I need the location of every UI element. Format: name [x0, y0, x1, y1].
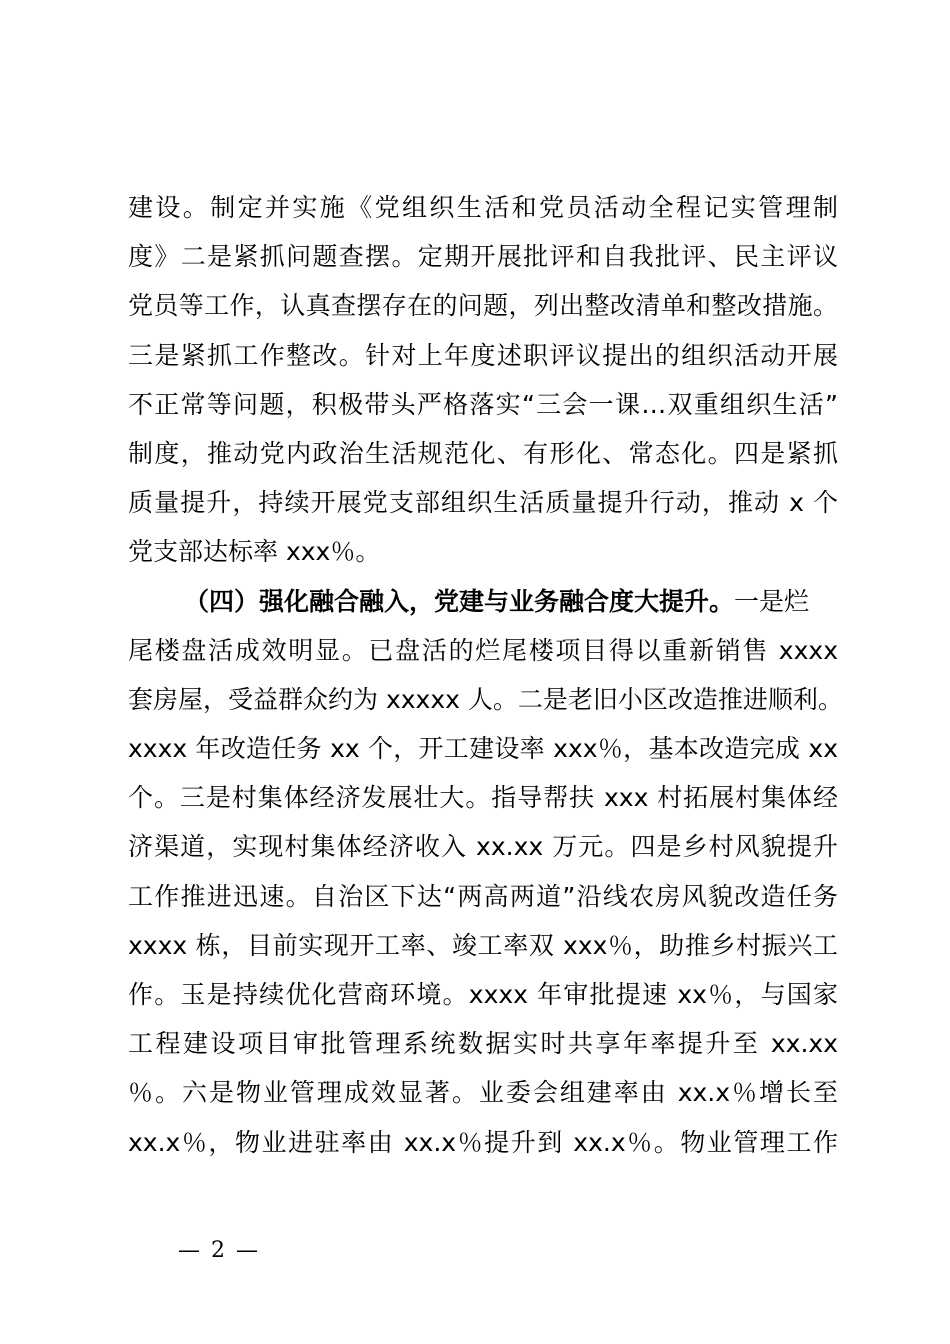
text-line: 制度，推动党内政治生活规范化、有形化、常态化。四是紧抓 — [128, 438, 838, 468]
body-text — [128, 183, 843, 1167]
text-line: 工作推进迅速。自治区下达“两高两道”沿线农房风貌改造任务 — [128, 881, 838, 911]
text-line: xxxx 年改造任务 xx 个，开工建设率 xxx％，基本改造完成 xx — [128, 734, 838, 764]
text-line: 党员等工作，认真查摆存在的问题，列出整改清单和整改措施。 — [128, 291, 838, 321]
text-line: 作。玉是持续优化营商环境。xxxx 年审批提速 xx％，与国家 — [128, 980, 838, 1009]
text-line: 套房屋，受益群众约为 xxxxx 人。二是老旧小区改造推进顺利。 — [128, 684, 843, 714]
text-line: 三是紧抓工作整改。针对上年度述职评议提出的组织活动开展 — [128, 340, 838, 370]
text-line: xxxx 栋，目前实现开工率、竣工率双 xxx％，助推乡村振兴工 — [128, 930, 838, 960]
paragraph-2 — [128, 577, 843, 1167]
text-line: 济渠道，实现村集体经济收入 xx.xx 万元。四是乡村风貌提升 — [128, 832, 838, 862]
text-line: 党支部达标率 xxx％。 — [128, 537, 381, 567]
text-line: 不正常等问题，积极带头严格落实“三会一课…双重组织生活” — [128, 389, 838, 419]
text-line: 度》二是紧抓问题查摆。定期开展批评和自我批评、民主评议 — [128, 242, 838, 272]
text-line: 个。三是村集体经济发展壮大。指导帮扶 xxx 村拓展村集体经 — [128, 783, 838, 813]
paragraph-1 — [128, 183, 838, 577]
text-line: 尾楼盘活成效明显。已盘活的烂尾楼项目得以重新销售 xxxx — [128, 635, 838, 665]
text-line — [128, 577, 838, 626]
heading-line-rest: 一是烂 — [734, 586, 810, 616]
text-line: 工程建设项目审批管理系统数据实时共享年率提升至 xx.xx — [128, 1029, 838, 1059]
text-line: xx.x％，物业进驻率由 xx.x％提升到 xx.x％。物业管理工作 — [128, 1127, 838, 1157]
text-line: 建设。制定并实施《党组织生活和党员活动全程记实管理制 — [128, 193, 838, 222]
section-heading: （四）强化融合融入，党建与业务融合度大提升。 — [184, 586, 735, 616]
text-line: ％。六是物业管理成效显著。业委会组建率由 xx.x％增长至 — [128, 1078, 838, 1108]
page-number: — 2 — — [178, 1238, 260, 1263]
text-line: 质量提升，持续开展党支部组织生活质量提升行动，推动 x 个 — [128, 488, 838, 518]
